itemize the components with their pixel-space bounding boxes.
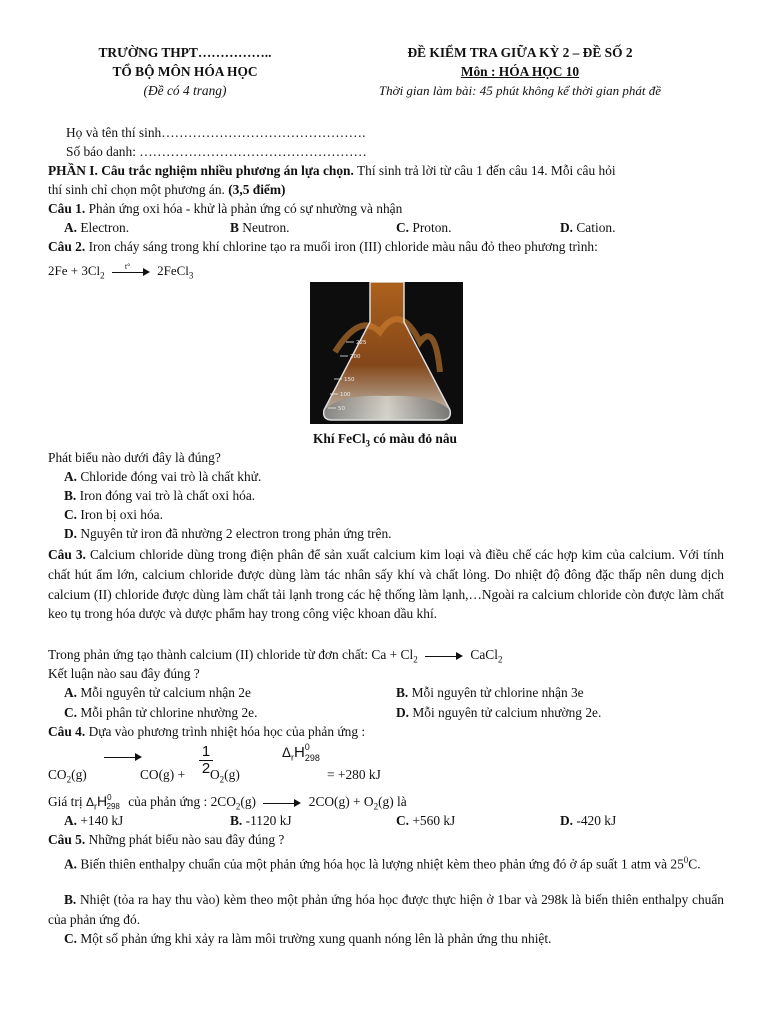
flask-mark-200: 200 bbox=[350, 354, 361, 360]
q4-option-c: C. +560 kJ bbox=[396, 813, 456, 828]
q4-option-a: A. +140 kJ bbox=[64, 813, 124, 828]
q2-stem bbox=[48, 238, 598, 255]
q5-option-a: A. Biến thiên enthalpy chuẩn của một phản ứng hóa học là lượng nhiệt kèm theo phản ứng đó ở áp suất 1 atm và $25^0C$. bbox=[64, 855, 701, 872]
school-name: TRƯỜNG THPT…………….. bbox=[98, 45, 272, 60]
part1-points: (3,5 điểm) bbox=[228, 182, 286, 197]
part1-desc: Thí sinh trả lời từ câu 1 đến câu 14. Mỗi câu hỏi bbox=[353, 163, 616, 178]
q5-label: Câu 5. bbox=[48, 832, 86, 847]
q1-label: Câu 1. bbox=[48, 201, 86, 216]
flask-mark-225: 225 bbox=[356, 340, 367, 346]
q5-option-b: B. Nhiệt (tỏa ra hay thu vào) kèm theo một phản ứng hóa học được thực hiện ở 1bar và 298k là biến thiên enthalpy chuẩn của phản ứng đó. bbox=[48, 892, 724, 927]
q3-prompt: Kết luận nào sau đây đúng ? bbox=[48, 666, 200, 681]
q3-option-d: D. Mỗi nguyên tử calcium nhường 2e. bbox=[396, 705, 602, 720]
q4-question: Giá trị $\Delta_rH0298$ của phản ứng : $2CO_2(g) 2CO(g) + O_2(g)$ là bbox=[48, 793, 407, 812]
figure-caption: Khí FeCl$_3$ có màu đỏ nâu bbox=[312, 431, 457, 449]
q3-option-a: A. Mỗi nguyên tử calcium nhận 2e bbox=[64, 685, 251, 700]
flask-drawing-icon bbox=[310, 282, 463, 424]
q2-text: Iron cháy sáng trong khí chlorine tạo ra muối iron (III) chloride màu nâu đỏ theo phương trình: bbox=[85, 239, 598, 254]
page-count: (Đề có 4 trang) bbox=[143, 83, 227, 98]
q1-stem bbox=[48, 200, 402, 217]
flask-mark-100: 100 bbox=[340, 392, 351, 398]
q2-option-c: C. Iron bị oxi hóa. bbox=[64, 507, 163, 522]
flask-mark-150: 150 bbox=[344, 377, 355, 383]
q4-eq-o2: $O_2(g)$ bbox=[210, 767, 240, 785]
student-id-line: Số báo danh: …………………………………………… bbox=[66, 144, 367, 159]
part1-header bbox=[48, 162, 724, 179]
q4-eq-arrow bbox=[100, 747, 146, 764]
q4-enthalpy-value: = +280 kJ bbox=[327, 767, 381, 782]
part1-desc-2 bbox=[48, 181, 286, 198]
q4-label: Câu 4. bbox=[48, 724, 86, 739]
department: TỔ BỘ MÔN HÓA HỌC bbox=[112, 64, 258, 79]
exam-title: ĐỀ KIỂM TRA GIỮA KỲ 2 – ĐỀ SỐ 2 bbox=[407, 45, 633, 60]
q3-option-c: C. Mỗi phân tử chlorine nhường 2e. bbox=[64, 705, 258, 720]
q2-option-a: A. Chloride đóng vai trò là chất khử. bbox=[64, 469, 262, 484]
exam-time: Thời gian làm bài: 45 phút không kể thời gian phát đề bbox=[378, 83, 662, 98]
q2-option-b: B. Iron đóng vai trò là chất oxi hóa. bbox=[64, 488, 256, 503]
q4-enthalpy-symbol: $\Delta_rH0298$ bbox=[282, 742, 320, 763]
reaction-arrow-icon bbox=[104, 752, 142, 762]
q2-equation: $2Fe + 3Cl_2$ t° 2FeCl$_3$ bbox=[48, 262, 194, 281]
q2-prompt: Phát biểu nào dưới đây là đúng? bbox=[48, 450, 221, 465]
reaction-arrow-icon bbox=[425, 651, 463, 661]
flask-mark-50: 50 bbox=[338, 406, 345, 412]
q4-option-b: B. -1120 kJ bbox=[230, 813, 292, 828]
q5-option-c: C. Một số phản ứng khi xảy ra làm môi trường xung quanh nóng lên là phản ứng thu nhiệt. bbox=[64, 931, 552, 946]
reaction-arrow-icon bbox=[263, 798, 301, 808]
flask-photo bbox=[310, 282, 463, 424]
part1-desc-text: thí sinh chỉ chọn một phương án. bbox=[48, 182, 229, 197]
q5-stem bbox=[48, 831, 284, 848]
q4-stem bbox=[48, 723, 365, 740]
q1-option-a: A. Electron. bbox=[64, 220, 130, 235]
student-name-line: Họ và tên thí sinh………………………………………. bbox=[66, 125, 366, 140]
subject bbox=[340, 63, 700, 80]
frac-denominator: 2 bbox=[199, 760, 213, 777]
subject-text: Môn : HÓA HỌC 10 bbox=[460, 64, 580, 79]
q4-text: Dựa vào phương trình nhiệt hóa học của phản ứng : bbox=[85, 724, 366, 739]
q4-option-d: D. -420 kJ bbox=[560, 813, 617, 828]
q1-option-c: C. Proton. bbox=[396, 220, 452, 235]
q3-text: Calcium chloride dùng trong điện phân để sản xuất calcium kim loại và điều chế các hợp kim của calcium. Với tính chất hút ẩm lớn, calcium chloride được dùng làm tác nhân sấy khí và chất lỏng. Do nhiệt độ đông đặc thấp nên dung dịch calcium (II) chloride được dùng làm chất tải lạnh trong các hệ thống làm lạnh,…Ngoài ra calcium chloride còn được làm chất keo tụ trong hóa dược và dược phẩm hay trong công việc khoan dầu khí. bbox=[48, 547, 724, 622]
q5-text: Những phát biểu nào sau đây đúng ? bbox=[85, 832, 285, 847]
q3-paragraph bbox=[48, 545, 724, 624]
frac-numerator: 1 bbox=[201, 743, 211, 760]
q4-eq-co: CO(g) + bbox=[140, 767, 186, 782]
q2-label: Câu 2. bbox=[48, 239, 86, 254]
q1-option-b: B Neutron. bbox=[230, 220, 290, 235]
reaction-arrow-icon: t° bbox=[112, 267, 150, 277]
q1-text: Phản ứng oxi hóa - khử là phản ứng có sự nhường và nhận bbox=[85, 201, 403, 216]
q2-option-d: D. Nguyên tử iron đã nhường 2 electron trong phản ứng trên. bbox=[64, 526, 392, 541]
q4-eq-left: $CO_2(g)$ bbox=[48, 767, 87, 785]
q3-option-b: B. Mỗi nguyên tử chlorine nhận 3e bbox=[396, 685, 584, 700]
part1-title: PHẦN I. Câu trắc nghiệm nhiều phương án lựa chọn. bbox=[48, 163, 354, 178]
q3-label: Câu 3. bbox=[48, 547, 86, 562]
q3-equation: Trong phản ứng tạo thành calcium (II) chloride từ đơn chất: $Ca + Cl_2$ CaCl$_2$ bbox=[48, 647, 503, 665]
q1-option-d: D. Cation. bbox=[560, 220, 616, 235]
